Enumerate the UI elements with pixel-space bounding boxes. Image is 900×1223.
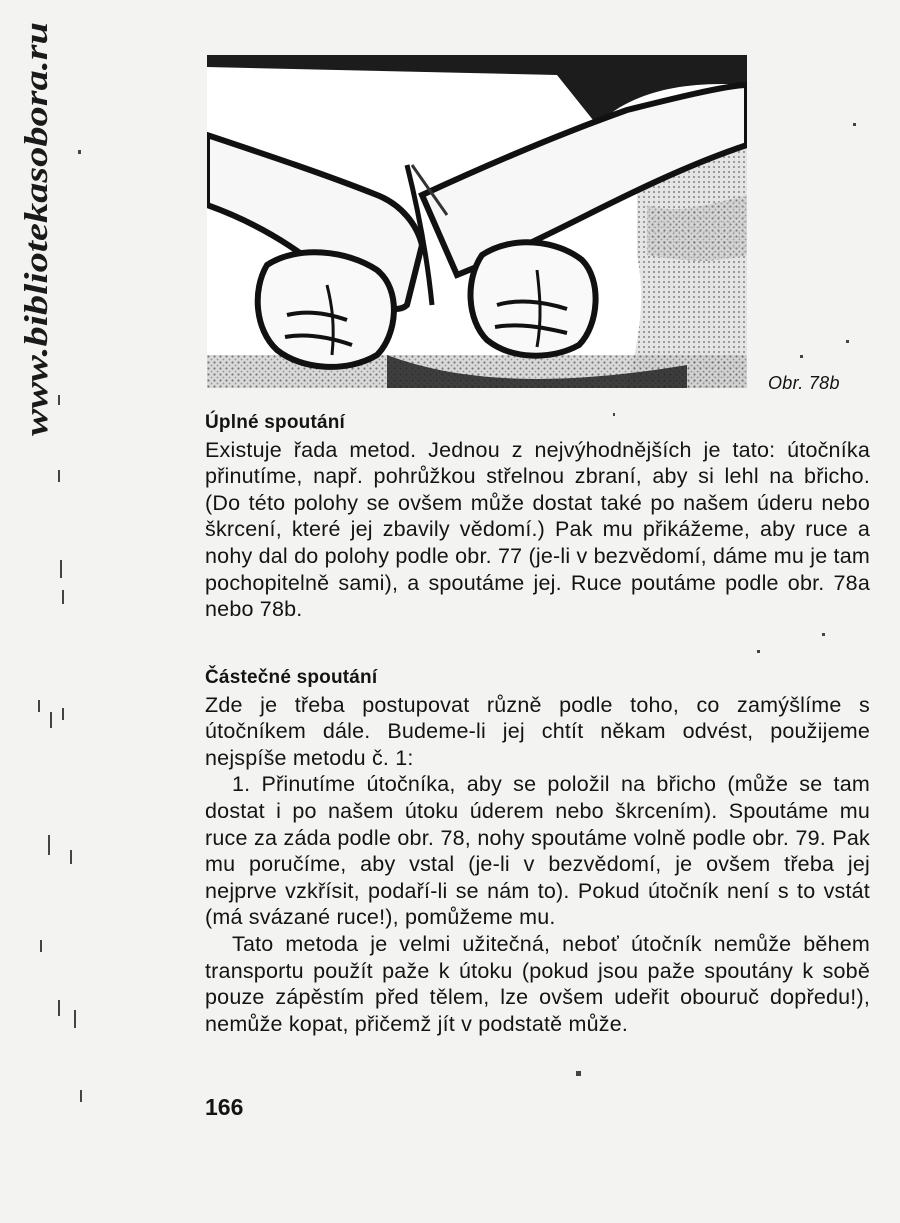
page-number: 166 (205, 1094, 244, 1120)
paragraph: Tato metoda je velmi užitečná, neboť útočník nemůže během transportu použít paže k útoku (pokud jsou paže spoutány k sobě pouze zápěstím před tělem, lze ovšem udeřit obouruč dopředu!), nemůže kopat, přičemž jít v podstatě může. (205, 931, 870, 1036)
watermark-text: www.bibliotekasobora.ru (19, 97, 54, 436)
paragraph: 1. Přinutíme útočníka, aby se položil na břicho (může se tam dostat i po našem útoku úderem nebo škrcením). Spoutáme mu ruce za záda podle obr. 78, nohy spoutáme volně podle obr. 79. Pak mu poručíme, aby vstal (je-li v bezvědomí, je ovšem třeba jej nejprve vzkřísit, podaří-li se nám to). Pokud útočník není s to vstát (má svázané ruce!), pomůžeme mu. (205, 772, 870, 930)
paragraph: Existuje řada metod. Jednou z nejvýhodnějších je tato: útočníka přinutíme, např. pohrůžkou střelnou zbraní, aby si lehl na břicho. (Do této polohy se ovšem může dostat také po našem úderu nebo škrcení, které jej zbavily vědomí.) Pak mu přikážeme, aby ruce a nohy dal do polohy podle obr. 77 (je-li v bezvědomí, dáme mu je tam pochopitelně sami), a spoutáme jej. Ruce poutáme podle obr. 78a nebo 78b. (205, 437, 870, 622)
section-partial-restraint (205, 665, 870, 1037)
photo-handcuffed-wrists (207, 55, 747, 388)
watermark (0, 18, 54, 438)
figure-caption: Obr. 78b (768, 373, 840, 393)
section-full-restraint (205, 410, 870, 623)
section-heading: Úplné spoutání (205, 412, 346, 433)
paragraph: Zde je třeba postupovat různě podle toho, co zamýšlíme s útočníkem dále. Budeme-li jej chtít někam odvést, použijeme nejspíše metodu č. 1: (205, 692, 870, 770)
section-heading: Částečné spoutání (205, 667, 378, 688)
